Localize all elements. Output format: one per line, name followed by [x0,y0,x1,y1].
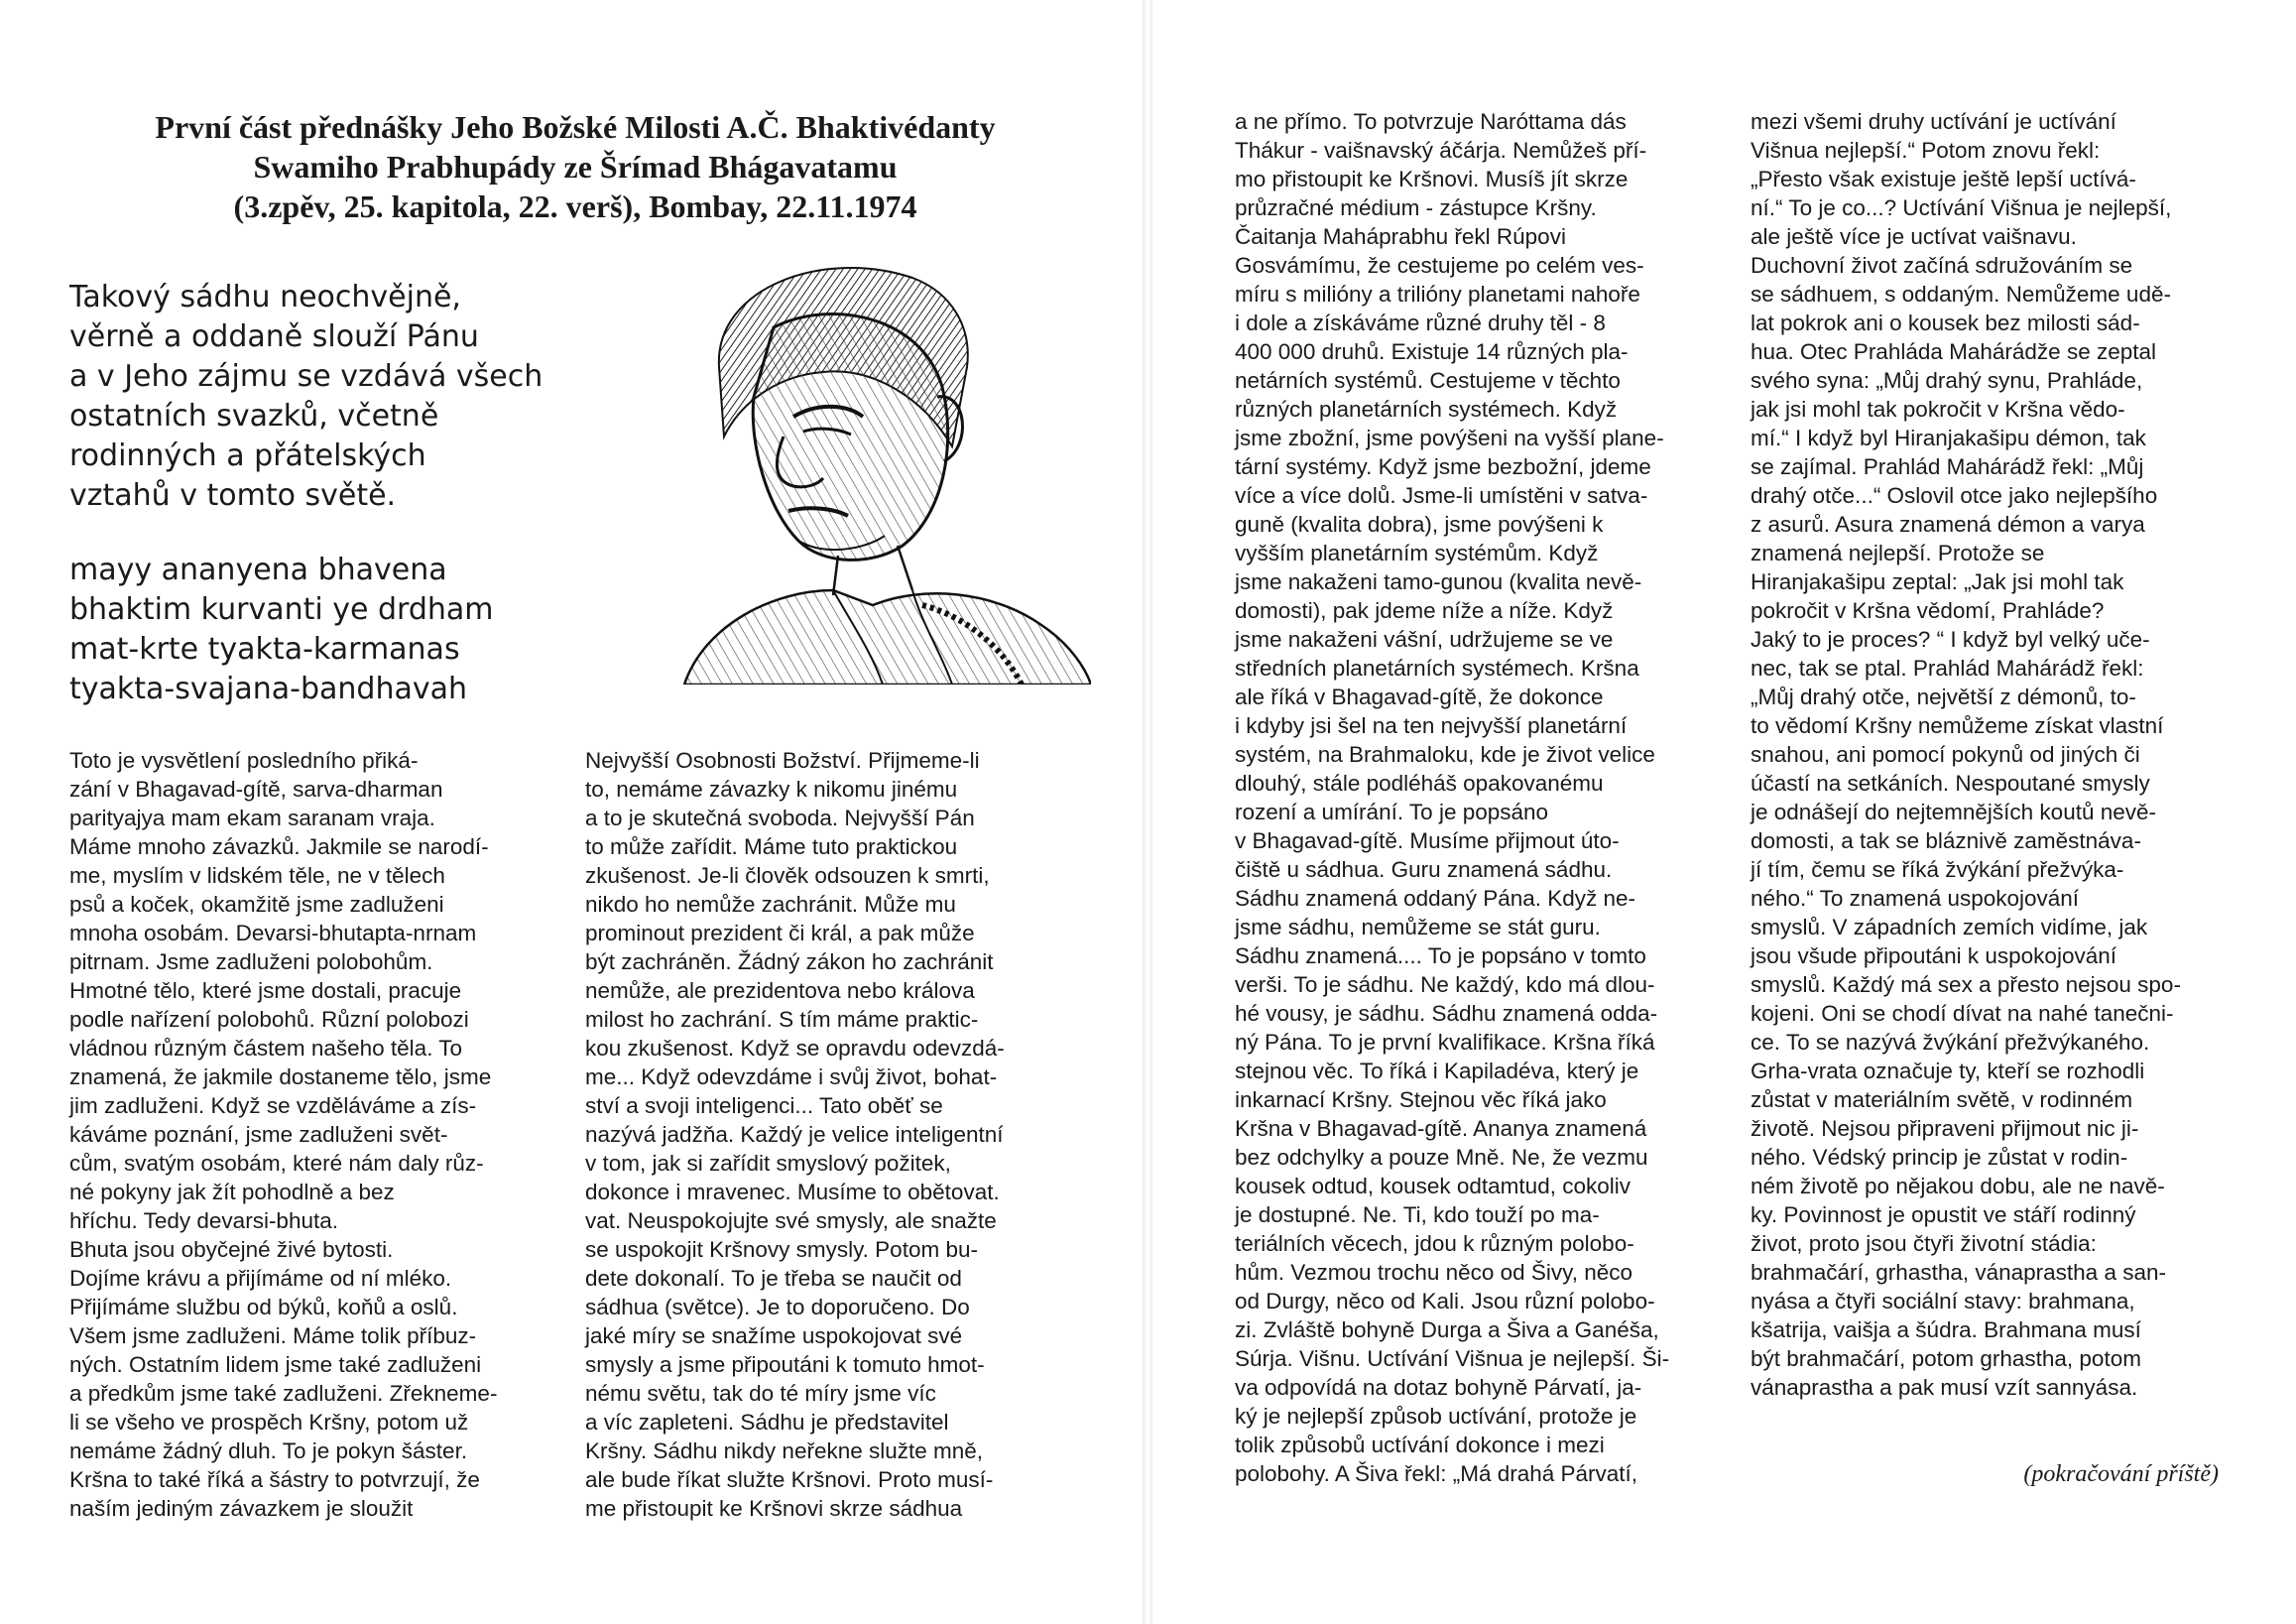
text-line: ství a svoji inteligenci... Tato oběť se [585,1093,943,1118]
text-line: smysly a jsme připoutáni k tomuto hmot- [585,1352,985,1377]
text-line: nazývá jadžňa. Každý je velice inteligentní [585,1122,1004,1147]
text-line: zání v Bhagavad-gítě, sarva-dharman [69,777,443,802]
text-line: míru s milióny a trilióny planetami nahoře [1235,282,1640,307]
text-line: kojeni. Oni se chodí dívat na nahé tanečni- [1751,1001,2174,1026]
text-line: bez odchylky a pouze Mně. Ne, že vezmu [1235,1145,1648,1170]
text-line: průzračné médium - zástupce Kršny. [1235,195,1597,220]
continued-note: (pokračování příště) [2023,1461,2219,1487]
text-line: podle nařízení polobohů. Různí polobozi [69,1007,469,1032]
text-line: kousek odtud, kousek odtamtud, cokoliv [1235,1174,1631,1198]
text-line: se uspokojit Kršnovy smysly. Potom bu- [585,1237,978,1262]
text-line: Sádhu znamená.... To je popsáno v tomto [1235,943,1646,968]
text-line: guně (kvalita dobra), jsme povýšeni k [1235,512,1604,537]
text-line: jsme nakaženi vášní, udržujeme se ve [1235,627,1614,652]
text-line: me... Když odevzdáme i svůj život, bohat- [585,1064,998,1089]
intro-line: ostatních svazků, včetně [69,399,439,434]
text-line: znamená, že jakmile dostaneme tělo, jsme [69,1064,492,1089]
text-line: nyása a čtyři sociální stavy: brahmana, [1751,1289,2135,1313]
text-line: Všem jsme zadluženi. Máme tolik příbuz- [69,1323,477,1348]
text-line: stejnou věc. To říká i Kapiladéva, který je [1235,1059,1639,1083]
intro-verse-translation [69,278,665,516]
text-line: různých planetárních systémech. Když [1235,397,1618,422]
text-line: cům, svatým osobám, které nám daly růz- [69,1151,484,1176]
text-line: Kršny. Sádhu nikdy neřekne služte mně, [585,1438,984,1463]
text-line: a víc zapleteni. Sádhu je představitel [585,1410,949,1435]
text-column [1751,107,2217,1402]
text-line: ce. To se nazývá žvýkání přežvýkaného. [1751,1030,2150,1055]
text-line: středních planetárních systémech. Kršna [1235,656,1639,681]
text-line: snahou, ani pomocí pokynů od jiných či [1751,742,2140,767]
text-line: Přijímáme službu od býků, koňů a oslů. [69,1295,458,1319]
intro-line: a v Jeho zájmu se vzdává všech [69,359,544,394]
text-line: mezi všemi druhy uctívání je uctívání [1751,109,2116,134]
text-line: me přistoupit ke Kršnovi skrze sádhua [585,1496,963,1521]
text-line: Thákur - vaišnavský áčárja. Nemůžeš pří- [1235,138,1647,163]
text-line: vyšším planetárním systémům. Když [1235,541,1599,565]
text-line: být brahmačárí, potom grhastha, potom [1751,1346,2141,1371]
text-line: netárních systémů. Cestujeme v těchto [1235,368,1621,393]
text-line: domosti), pak jdeme níže a níže. Když [1235,598,1614,623]
text-line: Toto je vysvětlení posledního přiká- [69,748,419,773]
text-line: Duchovní život začíná sdružováním se [1751,253,2133,278]
intro-line: rodinných a přátelských [69,438,426,473]
text-line: Grha-vrata označuje ty, kteří se rozhodli [1751,1059,2145,1083]
text-line: i kdyby jsi šel na ten nejvyšší planetární [1235,713,1628,738]
text-line: lat pokrok ani o kousek bez milosti sád- [1751,311,2140,335]
text-line: životě. Nejsou připraveni přijmout nic ji- [1751,1116,2139,1141]
text-line: drahý otče...“ Oslovil otce jako nejlepšího [1751,483,2158,508]
text-line: čiště u sádhua. Guru znamená sádhu. [1235,857,1613,882]
text-line: jsme nakaženi tamo-gunou (kvalita nevě- [1235,569,1642,594]
text-line: ale bude říkat služte Kršnovi. Proto musí- [585,1467,994,1492]
text-line: me, myslím v lidském těle, ne v tělech [69,863,445,888]
text-line: zkušenost. Je-li člověk odsouzen k smrti, [585,863,990,888]
sanskrit-line: mat-krte tyakta-karmanas [69,632,460,667]
portrait-illustration [625,248,1091,685]
text-line: ného. Védský princip je zůstat v rodin- [1751,1145,2128,1170]
text-line: nemůže, ale prezidentova nebo králova [585,978,975,1003]
text-line: 400 000 druhů. Existuje 14 různých pla- [1235,339,1629,364]
text-line: Nejvyšší Osobnosti Božství. Přijmeme-li [585,748,980,773]
sanskrit-line: tyakta-svajana-bandhavah [69,672,467,706]
text-line: polobohy. A Šiva řekl: „Má drahá Párvatí, [1235,1461,1638,1486]
text-line: Súrja. Višnu. Uctívání Višnua je nejlepší. Ši- [1235,1346,1670,1371]
text-line: Kršna v Bhagavad-gítě. Ananya znamená [1235,1116,1647,1141]
text-line: brahmačárí, grhastha, vánaprastha a san- [1751,1260,2166,1285]
text-line: hům. Vezmou trochu něco od Šivy, něco [1235,1260,1633,1285]
text-line: va odpovídá na dotaz bohyně Párvatí, ja- [1235,1375,1642,1400]
text-line: ných. Ostatním lidem jsme také zadluženi [69,1352,482,1377]
text-line: zůstat v materiálním světě, v rodinném [1751,1087,2133,1112]
text-line: ní.“ To je co...? Uctívání Višnua je nejlepší, [1751,195,2172,220]
text-line: pitrnam. Jsme zadluženi polobohům. [69,949,433,974]
text-line: inkarnací Kršny. Stejnou věc říká jako [1235,1087,1607,1112]
text-line: a to je skutečná svoboda. Nejvyšší Pán [585,806,975,830]
text-line: psů a koček, okamžitě jsme zadluženi [69,892,444,917]
text-line: parityajya mam ekam saranam vraja. [69,806,435,830]
text-line: a ne přímo. To potvrzuje Naróttama dás [1235,109,1627,134]
sanskrit-line: bhaktim kurvanti ye drdham [69,592,494,627]
text-line: tární systémy. Když jsme bezbožní, jdeme [1235,454,1651,479]
text-line: Bhuta jsou obyčejné živé bytosti. [69,1237,394,1262]
text-line: jsme zbožní, jsme povýšeni na vyšší plane- [1235,426,1664,450]
text-line: Gosvámímu, že cestujeme po celém ves- [1235,253,1644,278]
text-line: znamená nejlepší. Protože se [1751,541,2045,565]
text-line: hříchu. Tedy devarsi-bhuta. [69,1208,338,1233]
text-line: jaké míry se snažíme uspokojovat své [585,1323,963,1348]
text-line: systém, na Brahmaloku, kde je život velice [1235,742,1655,767]
text-line: Máme mnoho závazků. Jakmile se narodí- [69,834,489,859]
text-line: smyslů. V západních zemích vidíme, jak [1751,915,2148,939]
sanskrit-line: mayy ananyena bhavena [69,553,447,587]
text-line: naším jediným závazkem je sloužit [69,1496,414,1521]
text-line: i dole a získáváme různé druhy těl - 8 [1235,311,1606,335]
text-line: Jaký to je proces? “ I když byl velký uče- [1751,627,2150,652]
text-line: vat. Neuspokojujte své smysly, ale snažte [585,1208,997,1233]
text-line: ného.“ To znamená uspokojování [1751,886,2080,911]
intro-line: věrně a oddaně slouží Pánu [69,319,479,354]
text-line: jí tím, čemu se říká žvýkání přežvýka- [1751,857,2124,882]
text-line: kšatrija, vaišja a šúdra. Brahmana musí [1751,1317,2141,1342]
text-line: rození a umírání. To je popsáno [1235,800,1549,824]
title-line: Swamiho Prabhupády ze Šrímad Bhágavatamu [253,149,898,185]
text-line: z asurů. Asura znamená démon a varya [1751,512,2145,537]
text-line: ale říká v Bhagavad-gítě, že dokonce [1235,685,1604,709]
text-line: od Durgy, něco od Kali. Jsou různí polobo- [1235,1289,1655,1313]
text-line: smyslů. Každý má sex a přesto nejsou spo- [1751,972,2181,997]
text-line: mí.“ I když byl Hiranjakašipu démon, tak [1751,426,2146,450]
text-line: „Můj drahý otče, největší z démonů, to- [1751,685,2136,709]
article-title [69,107,1081,226]
text-line: Hiranjakašipu zeptal: „Jak jsi mohl tak [1751,569,2124,594]
text-line: Hmotné tělo, které jsme dostali, pracuje [69,978,462,1003]
text-line: ky. Povinnost je opustit ve stáří rodinný [1751,1202,2136,1227]
text-line: ném životě po nějakou dobu, ale ne navě- [1751,1174,2165,1198]
text-line: život, proto jsou čtyři životní stádia: [1751,1231,2097,1256]
text-line: to, nemáme závazky k nikomu jinému [585,777,958,802]
text-line: je dostupné. Ne. Ti, kdo touží po ma- [1235,1202,1600,1227]
text-line: káváme poznání, jsme zadluženi svět- [69,1122,448,1147]
text-line: nému světu, tak do té míry jsme víc [585,1381,936,1406]
text-line: verši. To je sádhu. Ne každý, kdo má dlou- [1235,972,1655,997]
text-line: je odnášejí do nejtemnějších koutů nevě- [1751,800,2157,824]
left-page [0,0,1143,1624]
text-line: v tom, jak si zařídit smyslový požitek, [585,1151,951,1176]
text-line: hé vousy, je sádhu. Sádhu znamená odda- [1235,1001,1658,1026]
text-line: jak jsi mohl tak pokročit v Kršna vědo- [1751,397,2125,422]
text-line: prominout prezident či král, a pak může [585,921,975,945]
text-line: kou zkušenost. Když se opravdu odevzdá- [585,1036,1005,1061]
text-line: to vědomí Kršny nemůžeme získat vlastní [1751,713,2164,738]
page-gutter [1143,0,1152,1624]
text-line: Čaitanja Maháprabhu řekl Rúpovi [1235,224,1566,249]
text-line: ný Pána. To je první kvalifikace. Kršna říká [1235,1030,1655,1055]
text-line: nemáme žádný dluh. To je pokyn šáster. [69,1438,468,1463]
text-line: ký je nejlepší způsob uctívání, protože je [1235,1404,1637,1429]
text-line: svého syna: „Můj drahý synu, Prahláde, [1751,368,2143,393]
text-line: Kršna to také říká a šástry to potvrzují, že [69,1467,480,1492]
text-line: Dojíme krávu a přijímáme od ní mléko. [69,1266,452,1291]
text-line: nikdo ho nemůže zachránit. Může mu [585,892,956,917]
text-line: „Přesto však existuje ještě lepší uctívá- [1751,167,2136,191]
text-line: dete dokonalí. To je třeba se naučit od [585,1266,962,1291]
text-line: účastí na setkáních. Nespoutané smysly [1751,771,2150,796]
sanskrit-verse [69,551,665,709]
text-line: li se všeho ve prospěch Kršny, potom už [69,1410,469,1435]
text-line: teriálních věcech, jdou k různým polobo- [1235,1231,1634,1256]
text-line: vládnou různým částem našeho těla. To [69,1036,463,1061]
text-line: sádhua (světce). Je to doporučeno. Do [585,1295,970,1319]
text-line: v Bhagavad-gítě. Musíme přijmout úto- [1235,828,1620,853]
text-line: nec, tak se ptal. Prahlád Mahárádž řekl: [1751,656,2144,681]
text-line: domosti, a tak se bláznivě zaměstnáva- [1751,828,2141,853]
text-column [69,746,555,1523]
text-line: se zajímal. Prahlád Mahárádž řekl: „Můj [1751,454,2144,479]
text-column [585,746,1091,1523]
text-line: Sádhu znamená oddaný Pána. Když ne- [1235,886,1636,911]
text-line: se sádhuem, s oddaným. Nemůžeme udě- [1751,282,2171,307]
title-line: První část přednášky Jeho Božské Milosti A.Č. Bhaktivédanty [155,109,996,145]
text-line: dlouhý, stále podléháš opakovanému [1235,771,1604,796]
text-line: milost ho zachrání. S tím máme praktic- [585,1007,979,1032]
text-line: hua. Otec Prahláda Mahárádže se zeptal [1751,339,2156,364]
text-line: být zachráněn. Žádný zákon ho zachránit [585,949,994,974]
text-line: mnoha osobám. Devarsi-bhutapta-nrnam [69,921,477,945]
text-line: Višnua nejlepší.“ Potom znovu řekl: [1751,138,2101,163]
text-line: né pokyny jak žít pohodlně a bez [69,1180,395,1204]
title-line: (3.zpěv, 25. kapitola, 22. verš), Bombay, 22.11.1974 [233,188,917,224]
text-line: a předkům jsme také zadluženi. Zřekneme- [69,1381,498,1406]
text-line: vánaprastha a pak musí vzít sannyása. [1751,1375,2138,1400]
text-column [1235,107,1681,1488]
text-line: jim zadluženi. Když se vzděláváme a zís- [69,1093,477,1118]
text-line: pokročit v Kršna vědomí, Prahláde? [1751,598,2105,623]
text-line: dokonce i mravenec. Musíme to obětovat. [585,1180,1000,1204]
text-line: zi. Zvláště bohyně Durga a Šiva a Ganéša, [1235,1317,1659,1342]
text-line: jsme sádhu, nemůžeme se stát guru. [1235,915,1601,939]
text-line: ale ještě více je uctívat vaišnavu. [1751,224,2077,249]
text-line: mo přistoupit ke Kršnovi. Musíš jít skrze [1235,167,1629,191]
text-line: tolik způsobů uctívání dokonce i mezi [1235,1433,1605,1457]
text-line: to může zařídit. Máme tuto praktickou [585,834,958,859]
text-line: jsou všude připoutáni k uspokojování [1751,943,2116,968]
text-line: více a více dolů. Jsme-li umístěni v satva- [1235,483,1648,508]
intro-line: Takový sádhu neochvějně, [69,280,461,314]
intro-line: vztahů v tomto světě. [69,478,397,513]
